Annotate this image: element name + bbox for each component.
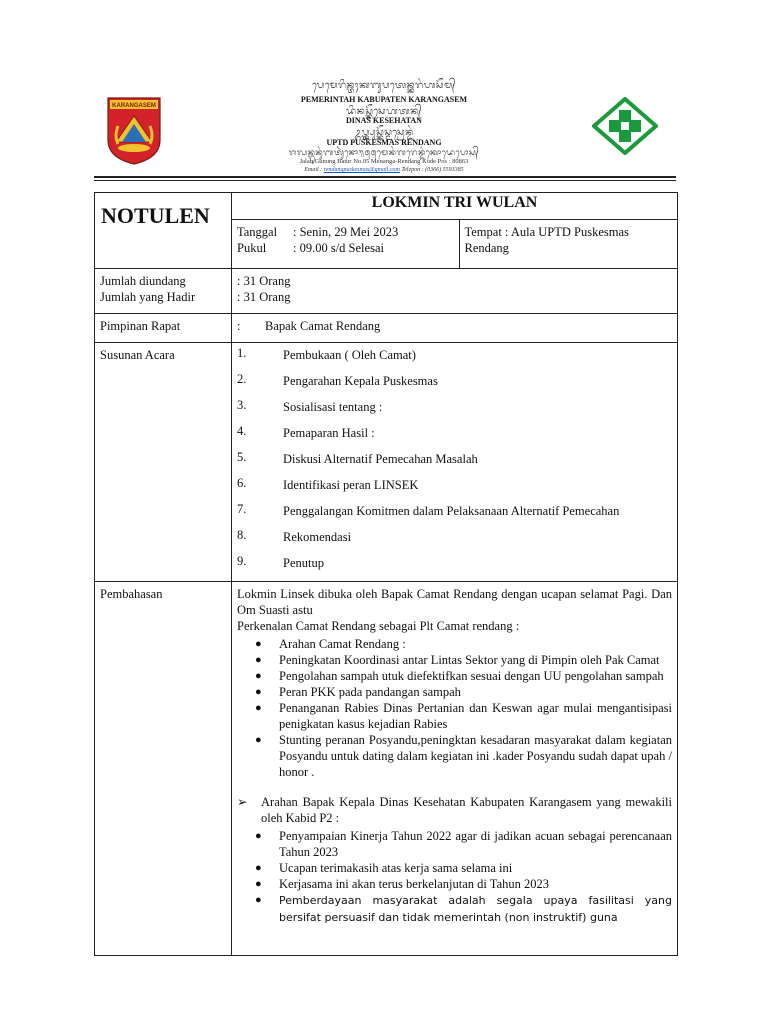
agenda-number: 1. xyxy=(237,346,247,360)
agenda-item xyxy=(237,371,672,392)
datetime-cell xyxy=(232,220,678,269)
email-link[interactable]: rendangpuskesmas@gmail.com xyxy=(323,167,400,173)
agenda-text: Sosialisasi tentang : xyxy=(283,400,383,414)
agenda-text: Pemaparan Hasil : xyxy=(283,426,375,440)
list-item xyxy=(255,668,672,684)
bullet-dot-icon: ● xyxy=(255,686,262,698)
bullet-text: Ucapan terimakasih atas kerja sama selama ini xyxy=(279,861,513,875)
puskesmas-logo xyxy=(592,97,658,155)
agenda-number: 5. xyxy=(237,450,247,464)
agenda-item xyxy=(237,449,672,470)
pimpinan-cell xyxy=(232,314,678,343)
agenda-text: Pengarahan Kepala Puskesmas xyxy=(283,374,438,388)
bullet-text: Penanganan Rabies Dinas Pertanian dan Keswan agar mulai mengantisipasi penigkatan kasus kejadian Rabies xyxy=(279,701,672,731)
tempat-value: Tempat : Aula UPTD Puskesmas Rendang xyxy=(459,220,677,268)
notulen-table xyxy=(94,192,678,956)
agenda-item xyxy=(237,423,672,444)
pemerintah-line: PEMERINTAH KABUPATEN KARANGASEM xyxy=(300,95,468,104)
agenda-text: Diskusi Alternatif Pemecahan Masalah xyxy=(283,452,478,466)
bullet-dot-icon: ● xyxy=(255,862,262,874)
pimpinan-row xyxy=(95,314,678,343)
agenda-item xyxy=(237,501,672,522)
bullet-dot-icon: ● xyxy=(255,654,262,666)
uptd-line: UPTD PUSKESMAS RENDANG xyxy=(326,138,442,147)
balinese-script-line: ᬉᬧ᭄ᬢ᭄ᬤ᭄ᬧᬸᬲ᭄ᬓᭂᬲ᭄ᬫᬲ᭄ᬭᬾᬦ᭄ᬤᬂ xyxy=(354,128,414,138)
agenda-list xyxy=(237,345,672,574)
arrow-bullet-icon: ➢ xyxy=(237,795,248,809)
address-line: Jalan Gunung Batur No.05 Menanga-Rendang Kode Pos : 80863 xyxy=(299,158,469,165)
tanggal-label: Tanggal xyxy=(237,225,278,239)
pemberdayaan-list xyxy=(255,892,672,926)
agenda-item xyxy=(237,475,672,496)
pukul-value: : 09.00 s/d Selesai xyxy=(293,241,384,255)
pimpinan-value: Bapak Camat Rendang xyxy=(265,319,381,333)
list-item xyxy=(255,876,672,892)
susunan-label: Susunan Acara xyxy=(95,343,232,582)
pembahasan-cell xyxy=(232,582,678,956)
agenda-number: 8. xyxy=(237,528,247,542)
list-item xyxy=(255,652,672,668)
susunan-cell xyxy=(232,343,678,582)
phone-text: Telepon : (0366) 5593385 xyxy=(399,167,464,173)
notulen-label: NOTULEN xyxy=(95,193,232,269)
agenda-text: Penutup xyxy=(283,556,324,570)
agenda-text: Penggalangan Komitmen dalam Pelaksanaan Alternatif Pemecahan xyxy=(283,504,620,518)
list-item xyxy=(255,828,672,860)
tanggal-value: : Senin, 29 Mei 2023 xyxy=(293,225,399,239)
list-item xyxy=(255,860,672,876)
list-item xyxy=(255,700,672,732)
bullet-text: Penyampaian Kinerja Tahun 2022 agar di jadikan acuan sebagai perencanaan Tahun 2023 xyxy=(279,829,672,859)
bullet-dot-icon: ● xyxy=(255,894,262,906)
datetime-inner-table xyxy=(232,220,677,268)
agenda-number: 2. xyxy=(237,372,247,386)
agenda-item xyxy=(237,527,672,548)
attendance-labels xyxy=(95,269,232,314)
karangasem-logo xyxy=(106,96,162,166)
pembahasan-row xyxy=(95,582,678,956)
arahan-kadis-item xyxy=(237,794,672,826)
agenda-number: 4. xyxy=(237,424,247,438)
present-label: Jumlah yang Hadir xyxy=(100,290,196,304)
bullet-text: Kerjasama ini akan terus berkelanjutan di Tahun 2023 xyxy=(279,877,549,891)
pimpinan-label: Pimpinan Rapat xyxy=(95,314,232,343)
pimpinan-colon: : xyxy=(237,319,241,333)
agenda-number: 3. xyxy=(237,398,247,412)
pembahasan-label: Pembahasan xyxy=(95,582,232,956)
invited-value: : 31 Orang xyxy=(237,274,291,288)
arahan-camat-list xyxy=(255,636,672,780)
present-value: : 31 Orang xyxy=(237,290,291,304)
attendance-values xyxy=(232,269,678,314)
contact-line xyxy=(0,167,768,173)
logo-caption: KARANGASEM xyxy=(112,103,156,109)
header-row xyxy=(95,193,678,220)
list-item xyxy=(255,684,672,700)
email-label: Email : xyxy=(304,167,324,173)
agenda-text: Identifikasi peran LINSEK xyxy=(283,478,419,492)
bullet-dot-icon: ● xyxy=(255,830,262,842)
susunan-row xyxy=(95,343,678,582)
attendance-row xyxy=(95,269,678,314)
agenda-item xyxy=(237,553,672,574)
letterhead-rule xyxy=(94,176,676,178)
balinese-script-line: ᬚᬮᬦ᭄ᬕᬸᬦᬸᬂᬩᬢᬸᬃᬦᭀ᭟᭕᭕ᬫᬾᬦᬂᬕᬭᬾᬦ᭄ᬤᬂᬓᭀᬤᬾᬧᭀᬲ᭄ xyxy=(288,147,480,157)
balinese-script-line: ᬧᬾᬫᬾᬭᬶᬦ᭄ᬢᬄᬓᬩᬸᬧᬢᬾᬦ᭄ᬓᬭᬂᬳᬲᭂᬫ᭄ xyxy=(312,81,456,91)
bullet-text: Peningkatan Koordinasi antar Lintas Sektor yang di Pimpin oleh Pak Camat xyxy=(279,653,660,667)
meeting-title: LOKMIN TRI WULAN xyxy=(232,193,678,220)
bullet-dot-icon: ● xyxy=(255,878,262,890)
tanggal-row xyxy=(237,224,454,240)
bullet-dot-icon: ● xyxy=(255,702,262,714)
arahan-kadis-list xyxy=(255,828,672,892)
pukul-row xyxy=(237,240,454,256)
letterhead xyxy=(0,0,768,190)
bullet-text: Arahan Camat Rendang : xyxy=(279,637,406,651)
pemberdayaan-text: Pemberdayaan masyarakat adalah segala upaya fasilitasi yang bersifat persuasif dan tidak memerintah (non instruktif) guna xyxy=(279,894,672,924)
bullet-text: Pengolahan sampah utuk diefektifkan sesuai dengan UU pengolahan sampah xyxy=(279,669,664,683)
agenda-text: Rekomendasi xyxy=(283,530,352,544)
bullet-dot-icon: ● xyxy=(255,670,262,682)
agenda-item xyxy=(237,345,672,366)
list-item xyxy=(255,892,672,926)
date-time-block xyxy=(232,220,459,268)
pembahasan-intro2: Perkenalan Camat Rendang sebagai Plt Camat rendang : xyxy=(237,619,520,633)
list-item xyxy=(255,732,672,780)
agenda-number: 6. xyxy=(237,476,247,490)
pukul-label: Pukul xyxy=(237,241,267,255)
agenda-item xyxy=(237,397,672,418)
balinese-script-line: ᬤᬶᬦᬲ᭄ᬓᭂᬲᬾᬳᬢᬦ᭄ xyxy=(345,107,423,117)
agenda-text: Pembukaan ( Oleh Camat) xyxy=(283,348,416,362)
agenda-number: 9. xyxy=(237,554,247,568)
bullet-text: Peran PKK pada pandangan sampah xyxy=(279,685,461,699)
bullet-dot-icon: ● xyxy=(255,734,262,746)
letterhead-rule-thin xyxy=(94,180,676,181)
dinas-line: DINAS KESEHATAN xyxy=(346,116,422,125)
pembahasan-intro: Lokmin Linsek dibuka oleh Bapak Camat Rendang dengan ucapan selamat Pagi. Dan Om Suasti astu xyxy=(237,587,672,617)
list-item xyxy=(255,636,672,652)
bullet-dot-icon: ● xyxy=(255,638,262,650)
bullet-text: Stunting peranan Posyandu,peningktan kesadaran masyarakat dalam kegiatan Posyandu untuk dating dalam kegiatan ini .kader Posyandu sudah dapat upah / honor . xyxy=(279,733,672,779)
agenda-number: 7. xyxy=(237,502,247,516)
arahan-kadis-text: Arahan Bapak Kepala Dinas Kesehatan Kabupaten Karangasem yang mewakili oleh Kabid P2 : xyxy=(261,795,672,825)
invited-label: Jumlah diundang xyxy=(100,274,186,288)
